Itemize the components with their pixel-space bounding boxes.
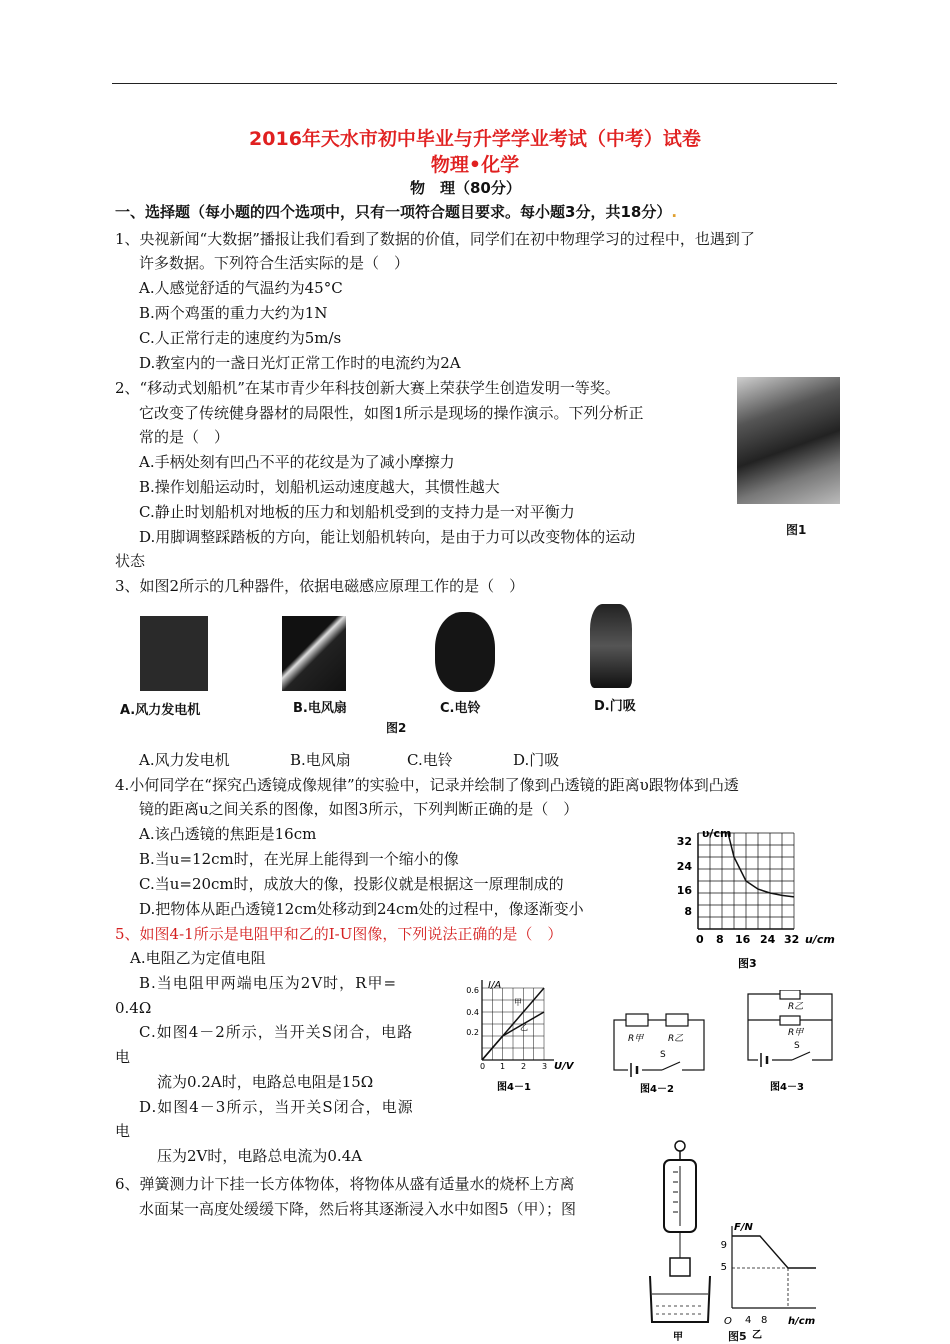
resistor-yi-label: R乙 bbox=[668, 1034, 684, 1044]
electric-fan-photo bbox=[282, 616, 346, 691]
resistor-jia bbox=[780, 1016, 800, 1025]
fig4-1-ylabel: I/A bbox=[488, 980, 502, 991]
q5-option-b-1: B.当电阻甲两端电压为2V时，R甲= bbox=[139, 974, 398, 992]
fig4-1-xtick: 2 bbox=[521, 1062, 527, 1071]
q1-option-c: C.人正常行走的速度约为5m/s bbox=[139, 329, 342, 347]
q1-stem-2: 许多数据。下列符合生活实际的是（ ） bbox=[139, 254, 410, 272]
fig5-origin: O bbox=[724, 1316, 732, 1327]
fig4-1-caption: 图4－1 bbox=[497, 1082, 531, 1093]
fig5-jia-apparatus bbox=[640, 1136, 720, 1344]
wind-generator-photo bbox=[140, 616, 208, 691]
fig3-ytick: 24 bbox=[676, 860, 692, 873]
q2-option-a: A.手柄处刻有凹凸不平的花纹是为了减小摩擦力 bbox=[139, 453, 455, 471]
fig4-1-ytick: 0.4 bbox=[466, 1008, 479, 1017]
q5-option-d-2: 电 bbox=[115, 1122, 131, 1140]
fig4-3-circuit bbox=[744, 990, 840, 1102]
fig4-1-ytick: 0.2 bbox=[466, 1028, 479, 1037]
q3-stem: 3、如图2所示的几种器件，依据电磁感应原理工作的是（ ） bbox=[115, 577, 525, 595]
q2-option-c: C.静止时划船机对地板的压力和划船机受到的支持力是一对平衡力 bbox=[139, 503, 575, 521]
fig5-ytick: 9 bbox=[720, 1240, 727, 1251]
fig3-xtick: 16 bbox=[735, 933, 751, 946]
q5-option-d-1: D.如图4－3所示，当开关S闭合，电源 bbox=[139, 1098, 414, 1116]
q2-stem-2: 它改变了传统健身器材的局限性，如图1所示是现场的操作演示。下列分析正 bbox=[139, 404, 644, 422]
fig1-caption: 图1 bbox=[786, 523, 807, 537]
fig5-xtick: 8 bbox=[761, 1315, 768, 1326]
q4-option-a: A.该凸透镜的焦距是16cm bbox=[139, 825, 317, 843]
fig4-1-label-yi: 乙 bbox=[520, 1023, 528, 1032]
img-label-a: A.风力发电机 bbox=[120, 703, 201, 718]
switch-label: S bbox=[794, 1041, 800, 1051]
resistor-jia-label: R甲 bbox=[788, 1028, 804, 1038]
resistor-jia bbox=[626, 1014, 648, 1026]
img-label-c: C.电铃 bbox=[440, 701, 481, 716]
battery-gap bbox=[758, 1054, 772, 1066]
fig4-1-xtick: 0 bbox=[480, 1062, 486, 1071]
fig3-xtick: 24 bbox=[760, 933, 776, 946]
q4-stem-1: 4.小何同学在“探究凸透镜成像规律”的实验中，记录并绘制了像到凸透镜的距离υ跟物体到凸透 bbox=[115, 776, 739, 794]
fig3-ytick: 32 bbox=[676, 835, 692, 848]
fig4-2-circuit bbox=[610, 1010, 710, 1110]
q1-option-a: A.人感觉舒适的气温约为45°C bbox=[139, 279, 343, 297]
fig3-xtick: 0 bbox=[696, 933, 704, 946]
q1-option-d: D.教室内的一盏日光灯正常工作时的电流约为2A bbox=[139, 354, 461, 372]
fig5-ylabel: F/N bbox=[734, 1222, 753, 1233]
scale-ring bbox=[675, 1141, 685, 1151]
q5-option-c-1: C.如图4－2所示，当开关S闭合，电路 bbox=[139, 1023, 414, 1041]
fig5-xtick: 4 bbox=[745, 1315, 752, 1326]
fig3-xlabel: u/cm bbox=[805, 933, 835, 946]
fig4-1-xtick: 3 bbox=[542, 1062, 548, 1071]
beaker bbox=[650, 1276, 710, 1322]
q6-stem-1: 6、弹簧测力计下挂一长方体物体，将物体从盛有适量水的烧杯上方离 bbox=[115, 1175, 575, 1193]
section-heading-text: 一、选择题（每小题的四个选项中，只有一项符合题目要求。每小题3分，共18分） bbox=[115, 203, 672, 221]
q2-option-d-2: 状态 bbox=[115, 552, 146, 570]
fig3-ytick: 8 bbox=[684, 905, 692, 918]
fig4-2-caption: 图4－2 bbox=[640, 1084, 674, 1095]
subject-heading: 物 理（80分） bbox=[410, 179, 521, 197]
q4-option-c: C.当u=20cm时，成放大的像，投影仪就是根据这一原理制成的 bbox=[139, 875, 564, 893]
q5-option-c-2: 电 bbox=[115, 1048, 131, 1066]
exam-subtitle: 物理•化学 bbox=[430, 154, 520, 176]
resistor-yi bbox=[780, 990, 800, 999]
fig5-xlabel: h/cm bbox=[788, 1316, 816, 1327]
resistor-jia-label: R甲 bbox=[628, 1034, 644, 1044]
q1-option-b: B.两个鸡蛋的重力大约为1N bbox=[139, 304, 328, 322]
top-rule bbox=[112, 83, 837, 84]
q2-option-b: B.操作划船运动时，划船机运动速度越大，其惯性越大 bbox=[139, 478, 500, 496]
fig3-curve bbox=[728, 833, 794, 897]
door-stopper-photo bbox=[590, 604, 632, 688]
q5-option-d-3: 压为2V时，电路总电流为0.4A bbox=[157, 1147, 363, 1165]
fig4-1-chart bbox=[462, 978, 582, 1098]
fig3-ylabel: υ/cm bbox=[702, 827, 732, 840]
q4-stem-2: 镜的距离u之间关系的图像，如图3所示，下列判断正确的是（ ） bbox=[139, 800, 579, 818]
section-heading bbox=[115, 202, 677, 222]
q3-option-a: A.风力发电机 bbox=[139, 751, 230, 769]
fig3-ytick: 16 bbox=[676, 884, 692, 897]
fig4-3-caption: 图4－3 bbox=[770, 1082, 804, 1093]
q4-option-b: B.当u=12cm时，在光屏上能得到一个缩小的像 bbox=[139, 850, 459, 868]
fig5-ytick: 5 bbox=[720, 1262, 727, 1273]
fig5-yi-chart bbox=[720, 1220, 830, 1344]
fig5-force-line bbox=[732, 1236, 816, 1268]
q2-stem-1: 2、“移动式划船机”在某市青少年科技创新大赛上荣获学生创造发明一等奖。 bbox=[115, 379, 620, 397]
fig4-1-xtick: 1 bbox=[500, 1062, 506, 1071]
q5-stem: 5、如图4-1所示是电阻甲和乙的I-U图像，下列说法正确的是（ ） bbox=[115, 925, 563, 943]
fig5-yi-label: 乙 bbox=[752, 1330, 762, 1341]
rowing-machine-photo bbox=[737, 377, 840, 504]
fig4-2-wire bbox=[614, 1020, 704, 1070]
q5-option-c-3: 流为0.2A时，电路总电阻是15Ω bbox=[157, 1073, 374, 1091]
fig4-1-label-jia: 甲 bbox=[514, 998, 522, 1007]
q1-stem-1: 1、央视新闻“大数据”播报让我们看到了数据的价值，同学们在初中物理学习的过程中，也遇到了 bbox=[115, 230, 755, 248]
q3-option-b: B.电风扇 bbox=[290, 751, 351, 769]
fig5-jia-label: 甲 bbox=[673, 1332, 683, 1343]
img-label-d: D.门吸 bbox=[594, 699, 636, 714]
electric-bell-photo bbox=[435, 612, 495, 692]
q4-option-d: D.把物体从距凸透镜12cm处移动到24cm处的过程中，像逐渐变小 bbox=[139, 900, 584, 918]
resistor-yi bbox=[666, 1014, 688, 1026]
fig5-caption: 图5 bbox=[728, 1330, 747, 1343]
q6-stem-2: 水面某一高度处缓缓下降，然后将其逐渐浸入水中如图5（甲）；图 bbox=[139, 1200, 577, 1218]
switch-label: S bbox=[660, 1050, 666, 1060]
q3-option-c: C.电铃 bbox=[407, 751, 453, 769]
q5-option-b-2: 0.4Ω bbox=[115, 999, 152, 1017]
q2-option-d-1: D.用脚调整踩踏板的方向，能让划船机转向，是由于力可以改变物体的运动 bbox=[139, 528, 636, 546]
q2-stem-3: 常的是（ ） bbox=[139, 428, 230, 446]
fig3-xtick: 32 bbox=[784, 933, 800, 946]
img-label-b: B.电风扇 bbox=[293, 701, 347, 716]
section-dot: . bbox=[671, 203, 678, 221]
fig4-1-ytick: 0.6 bbox=[466, 986, 479, 995]
fig3-caption: 图3 bbox=[738, 957, 757, 970]
fig3-xtick: 8 bbox=[716, 933, 724, 946]
fig2-caption: 图2 bbox=[386, 721, 407, 735]
fig3-chart bbox=[672, 826, 840, 972]
q3-option-d: D.门吸 bbox=[513, 751, 560, 769]
battery-gap bbox=[628, 1064, 642, 1076]
q5-option-a: A.电阻乙为定值电阻 bbox=[130, 949, 266, 967]
fig4-1-xlabel: U/V bbox=[554, 1061, 574, 1072]
exam-title: 2016年天水市初中毕业与升学学业考试（中考）试卷 bbox=[249, 128, 701, 150]
block-object bbox=[670, 1258, 690, 1276]
resistor-yi-label: R乙 bbox=[788, 1002, 804, 1012]
